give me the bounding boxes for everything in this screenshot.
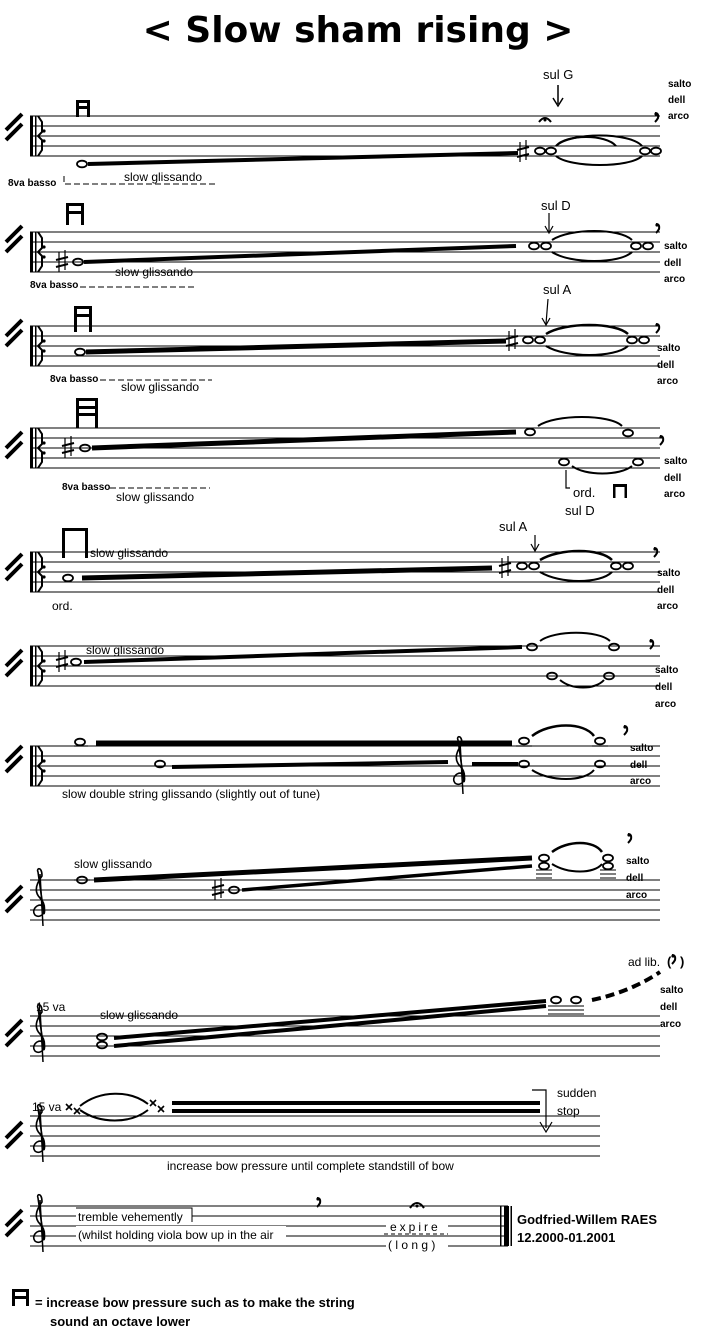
- note: [529, 563, 539, 570]
- octave-down-bow-icon: [76, 398, 98, 428]
- note: [643, 243, 653, 250]
- salto-label: salto: [630, 743, 654, 754]
- ledger-lines: [548, 1006, 584, 1014]
- dell-label: dell: [657, 360, 675, 371]
- arco-label: arco: [657, 376, 679, 387]
- glissando-line: [94, 858, 532, 880]
- arco-label: arco: [668, 111, 690, 122]
- slash-mark: [6, 650, 22, 676]
- x-notehead-icon: [150, 1100, 164, 1112]
- note: [609, 644, 619, 651]
- basso-label: 8va basso: [30, 280, 79, 291]
- tie-top: [532, 726, 594, 737]
- breath-mark-icon: [659, 435, 663, 445]
- breath-mark-icon: [654, 112, 658, 122]
- system-11: [6, 1195, 657, 1252]
- salto-label: salto: [664, 241, 688, 252]
- long-label: ( l o n g ): [388, 1238, 436, 1252]
- breath-mark-icon: [649, 639, 653, 649]
- note: [75, 349, 85, 356]
- staff-lines: [30, 1116, 600, 1156]
- glissando-label: slow glissando: [115, 265, 194, 279]
- system-9: [6, 954, 684, 1062]
- note: [639, 337, 649, 344]
- glissando-line: [82, 568, 492, 578]
- tie-bottom: [572, 466, 632, 474]
- note: [633, 459, 643, 466]
- arrow-down-icon: [546, 299, 548, 324]
- system-3: [6, 282, 680, 394]
- salto-label: salto: [660, 985, 684, 996]
- slash-mark: [6, 1020, 22, 1046]
- octave-down-bow-icon: [12, 1289, 29, 1306]
- system-5: [6, 519, 680, 613]
- dell-label: dell: [655, 682, 673, 693]
- staff-lines: [30, 880, 660, 920]
- glissando-line: [114, 1001, 546, 1038]
- octave-15va-label: 15 va: [32, 1100, 62, 1114]
- tie-top: [552, 843, 602, 852]
- slash-mark: [6, 886, 22, 912]
- down-bow-icon: [62, 528, 88, 558]
- arco-label: arco: [657, 601, 679, 612]
- down-bow-icon: [613, 484, 627, 498]
- salto-label: salto: [655, 665, 679, 676]
- dell-label: dell: [657, 585, 675, 596]
- salto-label: salto: [657, 343, 681, 354]
- slash-mark: [6, 114, 22, 140]
- sul-a-label: sul A: [499, 519, 528, 534]
- note: [519, 738, 529, 745]
- note: [551, 997, 561, 1004]
- sharp-icon: [506, 329, 518, 351]
- octave-down-bow-icon: [66, 203, 84, 225]
- glissando-label: slow glissando: [90, 546, 169, 560]
- note: [525, 429, 535, 436]
- arco-label: arco: [660, 1019, 682, 1030]
- sul-d-label: sul D: [541, 198, 571, 213]
- sul-a-label: sul A: [543, 282, 572, 297]
- system-4: [6, 398, 687, 518]
- slash-mark: [6, 226, 22, 252]
- staff-lines: [30, 746, 660, 786]
- note: [517, 563, 527, 570]
- glissando-label: slow glissando: [86, 643, 165, 657]
- dell-label: dell: [630, 760, 648, 771]
- note: [527, 644, 537, 651]
- breath-mark-icon: [671, 954, 675, 964]
- ord-label: ord.: [573, 485, 596, 500]
- note: [539, 863, 549, 870]
- pressure-bar: [172, 1109, 540, 1113]
- sul-g-label: sul G: [543, 67, 574, 82]
- note: [97, 1042, 107, 1049]
- note: [595, 738, 605, 745]
- double-glissando-label: slow double string glissando (slightly out of tune): [62, 787, 321, 801]
- tie-bottom: [552, 864, 602, 872]
- note: [535, 148, 545, 155]
- breath-mark-icon: [623, 725, 627, 735]
- system-8: [6, 833, 660, 926]
- breath-mark-icon: [655, 323, 659, 333]
- note: [529, 243, 539, 250]
- treble-clef-icon: [34, 869, 45, 926]
- sharp-icon: [517, 140, 529, 162]
- tie-bottom: [556, 156, 642, 165]
- arco-label: arco: [626, 890, 648, 901]
- note: [535, 337, 545, 344]
- note: [651, 148, 661, 155]
- ledger-lines: [536, 870, 552, 878]
- salto-label: salto: [664, 456, 688, 467]
- glissando-line: [92, 432, 516, 448]
- legend: [12, 1289, 355, 1329]
- tremble-label: tremble vehemently: [78, 1210, 183, 1224]
- tie-bottom: [546, 346, 628, 355]
- glissando-label: slow glissando: [121, 380, 200, 394]
- note-open-string: [77, 161, 87, 168]
- dell-label: dell: [660, 1002, 678, 1013]
- paren-close: ): [680, 954, 685, 969]
- tremble-sub-label: (whilst holding viola bow up in the air: [78, 1228, 274, 1242]
- note: [539, 855, 549, 862]
- basso-label: 8va basso: [8, 178, 57, 189]
- octave-down-bow-icon: [76, 100, 90, 117]
- ad-lib-dashed-line: [592, 972, 660, 1000]
- octave-down-bow-icon: [74, 306, 92, 332]
- note: [627, 337, 637, 344]
- note: [623, 430, 633, 437]
- system-1: [6, 67, 691, 189]
- pressure-bar: [172, 1101, 540, 1105]
- sharp-icon: [62, 436, 74, 458]
- sharp-icon: [212, 878, 224, 900]
- dell-label: dell: [668, 95, 686, 106]
- note: [63, 575, 73, 582]
- note: [546, 148, 556, 155]
- slash-mark: [6, 1210, 22, 1236]
- tie-top: [556, 136, 642, 147]
- tie-bottom: [80, 1110, 148, 1121]
- sudden-label: sudden: [557, 1086, 597, 1100]
- arco-label: arco: [664, 489, 686, 500]
- tie-top: [80, 1094, 148, 1106]
- dell-label: dell: [664, 473, 682, 484]
- system-10: [6, 1086, 600, 1173]
- note: [603, 855, 613, 862]
- tie-bottom: [552, 252, 632, 261]
- salto-label: salto: [668, 79, 692, 90]
- glissando-label: slow glissando: [116, 490, 195, 504]
- increase-pressure-label: increase bow pressure until complete standstill of bow: [167, 1159, 454, 1173]
- paren-open: (: [667, 954, 672, 969]
- slash-mark: [6, 1122, 22, 1148]
- note: [523, 337, 533, 344]
- basso-label: 8va basso: [50, 374, 99, 385]
- system-6: [6, 633, 678, 710]
- salto-label: salto: [626, 856, 650, 867]
- system-7: [6, 725, 660, 801]
- arrow-icon: [566, 470, 570, 488]
- composition-date: 12.2000-01.2001: [517, 1230, 616, 1245]
- ord-label: ord.: [52, 599, 73, 613]
- octave-15va-label: 15 va: [36, 1000, 66, 1014]
- tie-bottom: [532, 770, 594, 779]
- dell-label: dell: [626, 873, 644, 884]
- sharp-icon: [56, 250, 68, 272]
- dell-label: dell: [664, 258, 682, 269]
- sharp-icon: [499, 556, 511, 578]
- tie-top: [538, 417, 622, 426]
- composer-name: Godfried-Willem RAES: [517, 1212, 658, 1227]
- note: [541, 243, 551, 250]
- note: [75, 739, 85, 746]
- note: [71, 659, 81, 666]
- glissando-label: slow glissando: [100, 1008, 179, 1022]
- staff-lines: [30, 116, 660, 156]
- sul-d-label: sul D: [565, 503, 595, 518]
- x-notehead-icon: [66, 1104, 80, 1114]
- glissando-label: slow glissando: [74, 857, 153, 871]
- slash-mark: [6, 554, 22, 580]
- note: [571, 997, 581, 1004]
- slash-mark: [6, 432, 22, 458]
- legend-line-1: = increase bow pressure such as to make the string: [35, 1295, 355, 1310]
- tie-top: [540, 633, 610, 641]
- arco-label: arco: [655, 699, 677, 710]
- note: [611, 563, 621, 570]
- ad-lib-label: ad lib.: [628, 955, 661, 969]
- slash-mark: [6, 320, 22, 346]
- sharp-icon: [56, 650, 68, 672]
- page-title: < Slow sham rising >: [142, 10, 574, 51]
- system-2: [6, 198, 687, 291]
- note: [97, 1034, 107, 1041]
- arco-label: arco: [630, 776, 652, 787]
- treble-clef-icon: [34, 1195, 45, 1252]
- glissando-label: slow glissando: [124, 170, 203, 184]
- basso-label: 8va basso: [62, 482, 111, 493]
- breath-mark-icon: [627, 833, 631, 843]
- salto-label: salto: [657, 568, 681, 579]
- slash-mark: [6, 746, 22, 772]
- ledger-lines: [600, 870, 616, 878]
- expire-label: expire: [390, 1220, 441, 1234]
- glissando-line: [88, 153, 518, 164]
- arco-label: arco: [664, 274, 686, 285]
- tie-bottom: [540, 572, 612, 581]
- note: [640, 148, 650, 155]
- legend-line-2: sound an octave lower: [50, 1314, 191, 1329]
- glissando-line: [84, 246, 516, 262]
- note: [603, 863, 613, 870]
- stop-label: stop: [557, 1104, 580, 1118]
- note: [559, 459, 569, 466]
- note: [623, 563, 633, 570]
- note: [631, 243, 641, 250]
